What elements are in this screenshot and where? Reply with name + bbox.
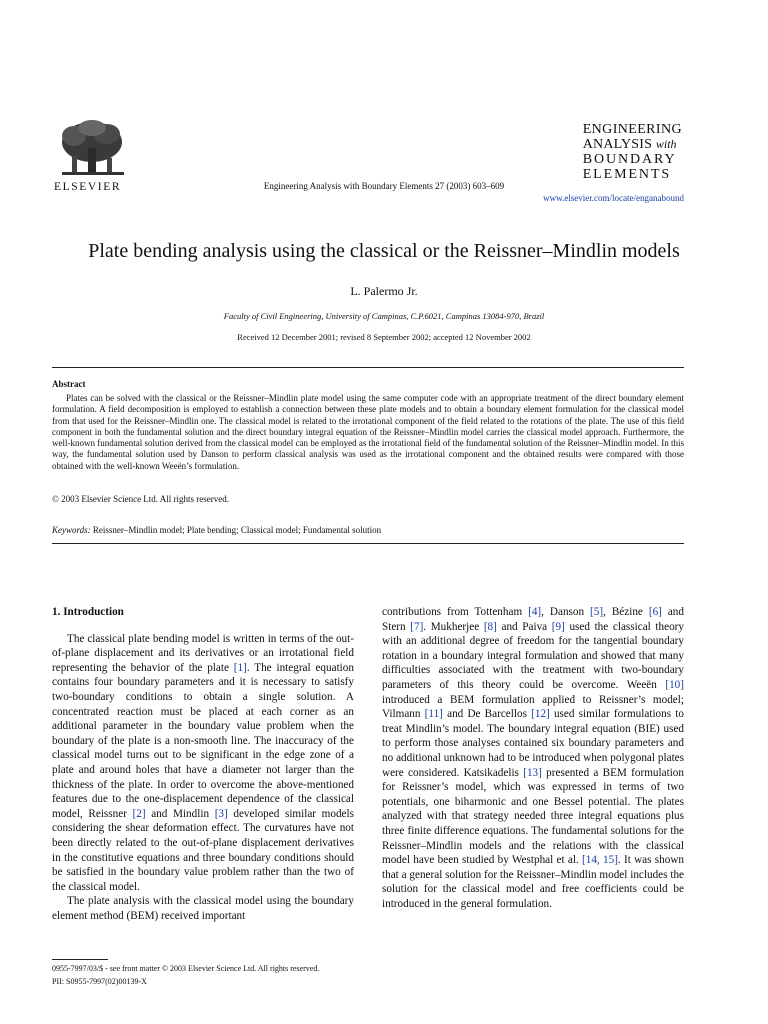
citation-link[interactable]: [3]: [214, 807, 228, 820]
journal-citation: Engineering Analysis with Boundary Elements 27 (2003) 603–609: [263, 181, 505, 191]
citation-link[interactable]: [4]: [528, 606, 542, 618]
paragraph: The plate analysis with the classical model using the boundary element method (BEM) received important: [52, 895, 354, 922]
citation-link[interactable]: [6]: [648, 606, 662, 618]
divider-bottom: [52, 543, 684, 544]
citation-link[interactable]: [9]: [551, 620, 565, 633]
citation-link[interactable]: [14, 15]: [582, 854, 618, 867]
section-heading: 1. Introduction: [52, 606, 124, 618]
footer-front-matter: 0955-7997/03/$ - see front matter © 2003 Elsevier Science Ltd. All rights reserved.: [52, 964, 320, 973]
keywords: Keywords: Reissner–Mindlin model; Plate bending; Classical model; Fundamental solution: [52, 525, 382, 535]
citation-link[interactable]: [11]: [424, 708, 443, 721]
affiliation: Faculty of Civil Engineering, University of Campinas, C.P.6021, Campinas 13084-970, Brazil: [223, 311, 545, 321]
footer-pii: PII: S0955-7997(02)00139-X: [52, 977, 147, 986]
author: L. Palermo Jr.: [350, 284, 418, 298]
journal-brand: [583, 122, 682, 182]
brand-line-1: ENGINEERING: [582, 122, 682, 137]
citation-link[interactable]: [2]: [132, 807, 146, 820]
journal-url-link[interactable]: www.elsevier.com/locate/enganabound: [543, 193, 684, 203]
paragraph: contributions from Tottenham [4], Danson [5], Bézine [6] and Stern [7]. Mukherjee [8] and Paiva [9] used the classical theory with an additional degree of freedom for the tangential boundary rotation in a boundary integral formulation and showed that many difficulties associated with the treatment with two-boundary parameters of this theory could be overcome. Weeën [10] introduced a BEM formulation applied to Reissner’s model; Vilmann [11] and De Barcellos [12] used similar formulations to treat Mindlin’s model. The boundary integral equation (BIE) used to perform those analyses contained six boundary parameters and no additional unknown had to be introduced when polygonal plates were considered. Katsikadelis [13] presented a BEM formulation for Reissner’s model, which was expressed in terms of two potentials, one biharmonic and one Bessel potential. The plates analyzed with that strategy needed three integral equations plus three finite difference equations. The fundamental solutions for the Reissner–Mindlin models and the relations with the classical model have been studied by Westphal et al. [14, 15]. It was shown that a general solution for the Reissner–Mindlin model includes the solution for the classical model and free coefficients could be introduced in the general formulation.: [382, 606, 684, 910]
divider-top: [52, 367, 684, 368]
citation-link[interactable]: [5]: [590, 606, 604, 618]
brand-line-3: BOUNDARY: [582, 152, 677, 167]
citation-link[interactable]: [13]: [523, 766, 542, 779]
received-dates: Received 12 December 2001; revised 8 September 2002; accepted 12 November 2002: [237, 332, 531, 342]
body-column-right: [382, 605, 684, 911]
brand-line-2: ANALYSIS with: [582, 137, 677, 152]
citation-link[interactable]: [12]: [531, 708, 550, 721]
citation-link[interactable]: [8]: [483, 620, 497, 633]
citation-link[interactable]: [7]: [410, 620, 424, 633]
tree-icon: [52, 118, 132, 178]
abstract-heading: Abstract: [52, 379, 86, 389]
citation-link[interactable]: [1]: [233, 661, 247, 674]
abstract-text: Plates can be solved with the classical or the Reissner–Mindlin plate model using the same computer code with an appropriate treatment of the direct boundary element formulation. A field decomposition is employed to establish a connection between these plate models and to obtain a boundary element formulation for the classical model from that used for the Reissner–Mindlin one. The classical model is related to the irrotational component of the field related to the rotations of the plate. The use of this field component in both the fundamental solution and the direct boundary integral equation of the Reissner–Mindlin model carries the classical model approach. Furthermore, the well-known fundamental solution derived from the classical model can be employed as the irrotational field of the fundamental solution of the Reissner–Mindlin model. In this way, the fundamental solution used by Danson to perform classical analysis was used as the irrotational component and the obtained results were compared with those obtained with the well-known Weeën’s formulation.: [52, 393, 684, 471]
elsevier-tree-logo: [52, 118, 132, 178]
footnote-divider: [52, 959, 108, 960]
abstract-copyright: © 2003 Elsevier Science Ltd. All rights reserved.: [52, 494, 230, 504]
brand-line-4: ELEMENTS: [582, 167, 672, 182]
paragraph: The classical plate bending model is written in terms of the out-of-plane displacement and its derivatives or an irrotational field representing the behavior of the plate [1]. The integral equation contains four boundary parameters and it is necessary to satisfy two-boundary conditions to obtain a single solution. A concentrated reaction must be placed at each corner as an additional parameter in the boundary value problem when the boundary of the plate is a non-smooth line. The inaccuracy of the classical model turns out to be significant in the edge zone of a plate and around holes that have a diameter not larger than the thickness of the plate. In order to overcome the above-mentioned features due to the one-displacement dependence of the classical model, Reissner [2] and Mindlin [3] developed similar models considering the shear deformation effect. The curvatures have not been directly related to the out-of-plane displacement derivatives in the constitutive equations and three boundary conditions should be satisfied in the boundary value problem rather than the two of the classical model.: [52, 632, 354, 893]
publisher-name: ELSEVIER: [54, 181, 122, 193]
citation-link[interactable]: [10]: [665, 678, 684, 691]
body-column-left: [52, 605, 354, 923]
paper-title: Plate bending analysis using the classical or the Reissner–Mindlin models: [88, 240, 680, 262]
